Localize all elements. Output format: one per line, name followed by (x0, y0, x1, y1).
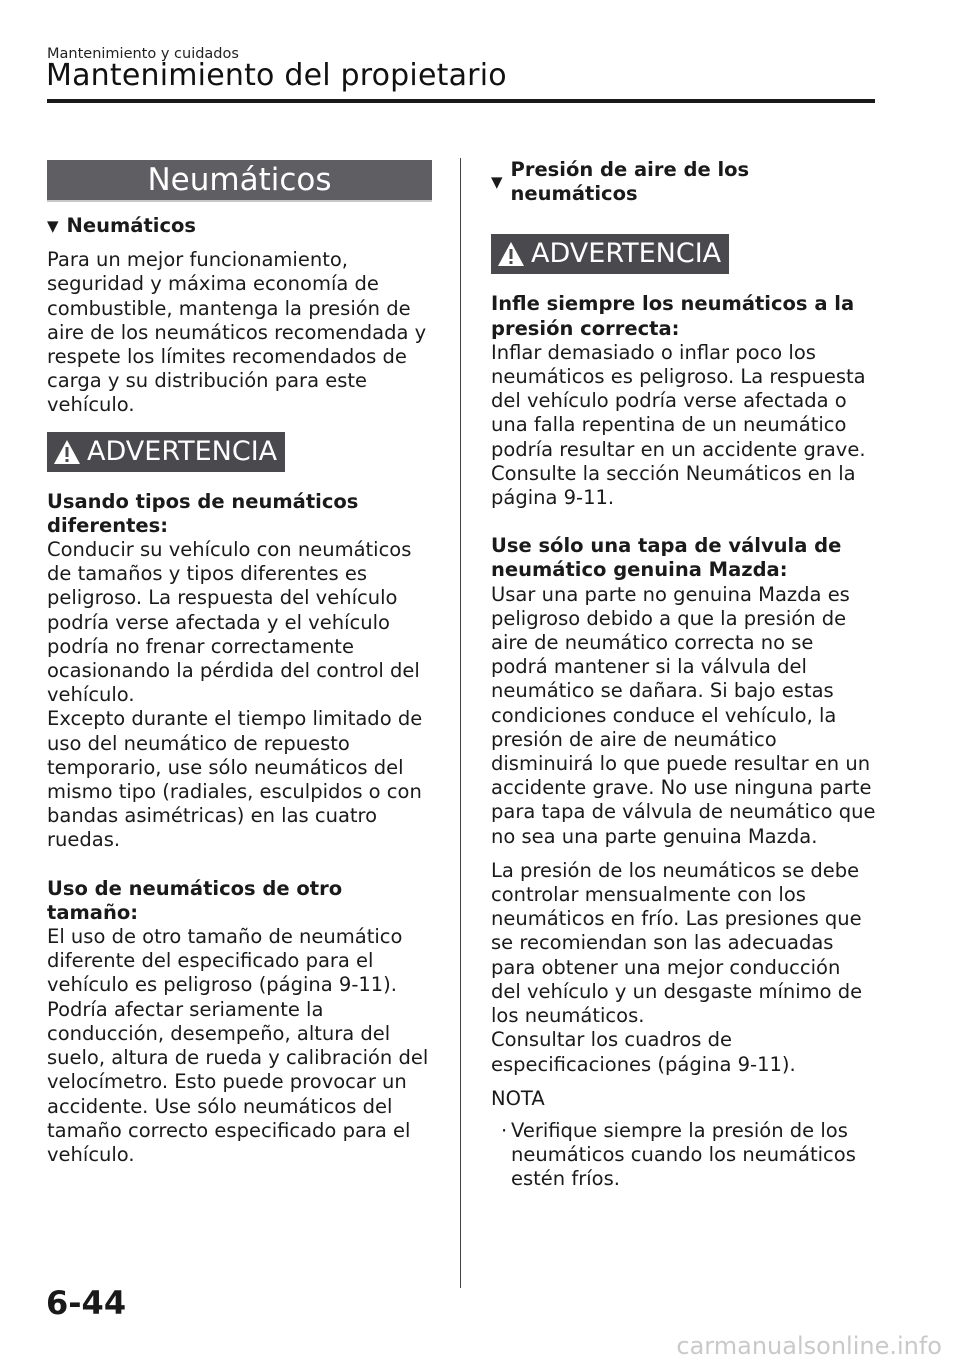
warning-title: Uso de neumáticos de otro tamaño: (47, 876, 343, 924)
page-number: 6-44 (46, 1284, 127, 1322)
triangle-down-icon: ▼ (47, 217, 59, 235)
warning-title: Usando tipos de neumáticos diferentes: (47, 489, 359, 537)
subheading-label: Presión de aire de los neumáticos (510, 158, 750, 206)
note-bullet (491, 1119, 876, 1192)
warning-badge (491, 234, 729, 274)
subheading-neumaticos (47, 214, 432, 238)
body-paragraph: La presión de los neumáticos se debe controlar mensualmente con los neumáticos en frío. Las presiones que se recomiendan son las adecuadas para obtener una mejor conducción del vehículo y un desgaste mínimo de los neumáticos. (491, 858, 863, 1028)
warning-label: ADVERTENCIA (87, 435, 278, 467)
warning-badge (47, 432, 285, 472)
warning-triangle-icon (497, 241, 525, 267)
warning-block (47, 432, 432, 472)
intro-paragraph: Para un mejor funcionamiento, seguridad y máxima economía de combustible, mantenga la presión de aire de los neumáticos recomendada y respete los límites recomendados de carga y su distribución para este vehículo. (47, 248, 427, 417)
warning-text: Excepto durante el tiempo limitado de uso del neumático de repuesto temporario, use sólo neumáticos del mismo tipo (radiales, esculpidos o con bandas asimétricas) en las cuatro ruedas. (47, 707, 423, 852)
note-label: NOTA (491, 1086, 545, 1110)
triangle-down-icon: ▼ (491, 173, 503, 192)
warning-block (491, 234, 876, 274)
section-breadcrumb: Mantenimiento y cuidados (47, 46, 239, 62)
warning-title: Infle siempre los neumáticos a la presión correcta: (491, 292, 855, 340)
warning-title: Use sólo una tapa de válvula de neumático genuina Mazda: (491, 534, 842, 582)
section-banner: Neumáticos (47, 160, 432, 202)
subheading-label: Neumáticos (66, 214, 197, 237)
column-divider (460, 158, 461, 1288)
warning-text: Usar una parte no genuina Mazda es peligroso debido a que la presión de aire de neumático correcta no se podrá mantener si la válvula del neumático se dañara. Si bajo estas condiciones conduce el vehículo, la presión de aire de neumático disminuirá lo que puede resultar en un accidente grave. No use ninguna parte para tapa de válvula de neumático que no sea una parte genuina Mazda. (491, 582, 876, 848)
watermark: carmanualsonline.info (676, 1332, 942, 1360)
subheading-presion (491, 158, 876, 206)
right-column (491, 158, 876, 1192)
header-rule (47, 99, 875, 103)
bullet-dot-icon: · (501, 1118, 508, 1142)
left-column (47, 160, 432, 1167)
body-paragraph: Consultar los cuadros de especificaciones (página 9-11). (491, 1028, 796, 1076)
note-text: Verifique siempre la presión de los neumáticos cuando los neumáticos estén fríos. (511, 1118, 856, 1191)
warning-triangle-icon (53, 439, 81, 465)
warning-text: El uso de otro tamaño de neumático diferente del especificado para el vehículo es peligroso (página 9-11). Podría afectar seriamente la conducción, desempeño, altura del suelo, altura de rueda y calibración del velocímetro. Esto puede provocar un accidente. Use sólo neumáticos del tamaño correcto especificado para el vehículo. (47, 925, 429, 1166)
warning-label: ADVERTENCIA (531, 238, 722, 270)
page-title: Mantenimiento del propietario (46, 58, 507, 93)
warning-text: Conducir su vehículo con neumáticos de tamaños y tipos diferentes es peligroso. La respuesta del vehículo podría verse afectada y el vehículo podría no frenar correctamente ocasionando la pérdida del control del vehículo. (47, 538, 420, 707)
warning-text: Inflar demasiado o inflar poco los neumáticos es peligroso. La respuesta del vehículo podría verse afectada o una falla repentina de un neumático podría resultar en un accidente grave. Consulte la sección Neumáticos en la página 9-11. (491, 340, 866, 510)
